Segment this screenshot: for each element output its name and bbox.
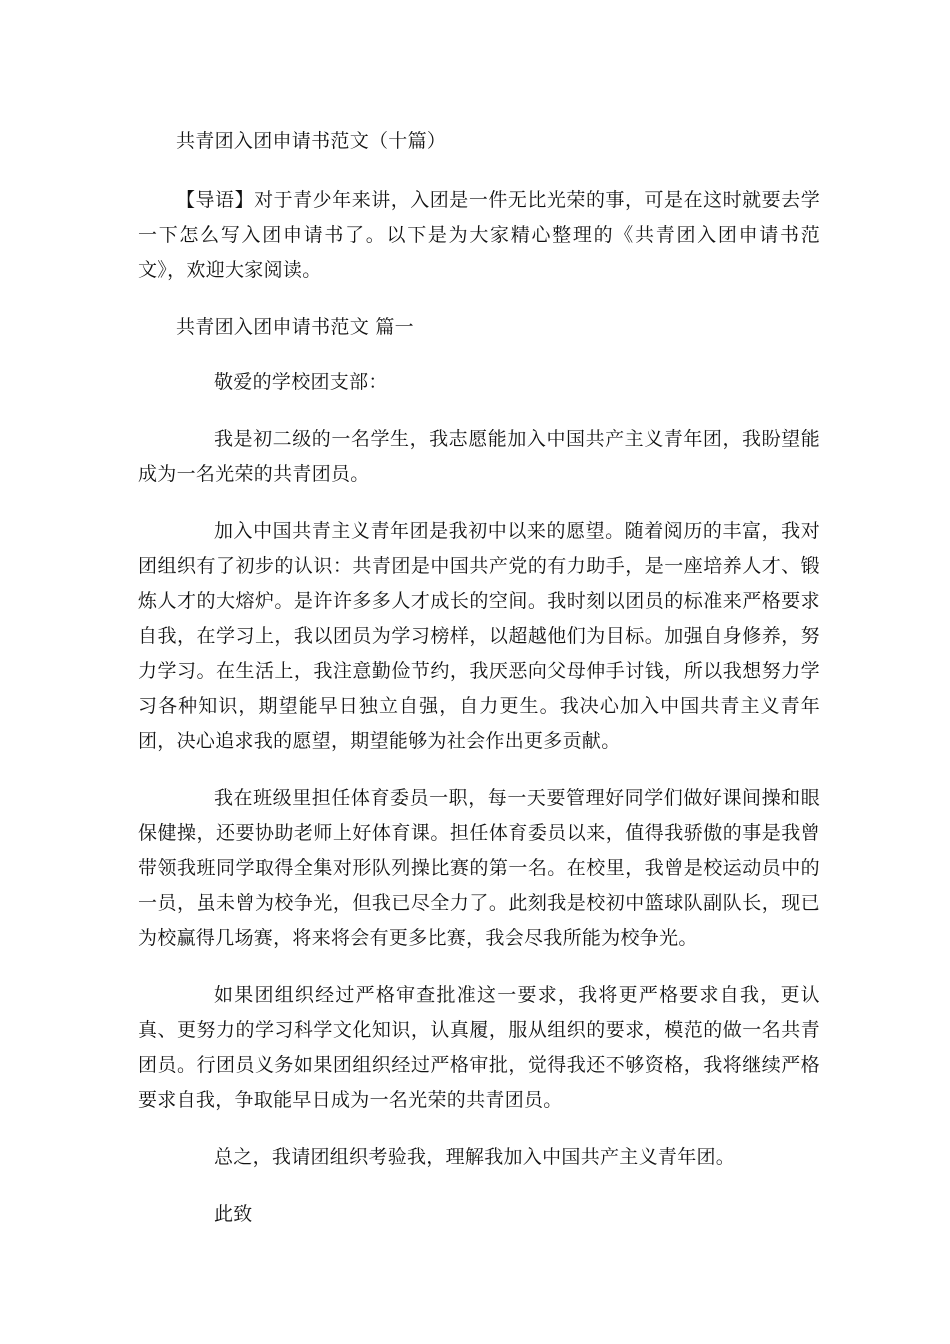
body-paragraph-1: 我是初二级的一名学生，我志愿能加入中国共产主义青年团，我盼望能成为一名光荣的共青团员。	[138, 428, 820, 485]
document-page	[138, 124, 820, 1254]
intro-paragraph: 【导语】对于青少年来讲，入团是一件无比光荣的事，可是在这时就要去学一下怎么写入团申请书了。以下是为大家精心整理的《共青团入团申请书范文》，欢迎大家阅读。	[138, 189, 820, 281]
section-heading: 共青团入团申请书范文 篇一	[176, 316, 414, 338]
document-title: 共青团入团申请书范文（十篇）	[176, 130, 447, 152]
body-paragraph-5: 总之，我请团组织考验我，理解我加入中国共产主义青年团。	[214, 1146, 736, 1168]
body-paragraph-4: 如果团组织经过严格审查批准这一要求，我将更严格要求自我，更认真、更努力的学习科学文化知识，认真履，服从组织的要求，模范的做一名共青团员。行团员义务如果团组织经过严格审批，觉得我还不够资格，我将继续严格要求自我，争取能早日成为一名光荣的共青团员。	[138, 984, 820, 1111]
closing-salute: 此致	[214, 1203, 253, 1225]
salutation: 敬爱的学校团支部：	[214, 371, 388, 393]
body-paragraph-3: 我在班级里担任体育委员一职，每一天要管理好同学们做好课间操和眼保健操，还要协助老师上好体育课。担任体育委员以来，值得我骄傲的事是我曾带领我班同学取得全集对形队列操比赛的第一名。在校里，我曾是校运动员中的一员，虽未曾为校争光，但我已尽全力了。此刻我是校初中篮球队副队长，现已为校赢得几场赛，将来将会有更多比赛，我会尽我所能为校争光。	[138, 787, 820, 949]
body-paragraph-2: 加入中国共青主义青年团是我初中以来的愿望。随着阅历的丰富，我对团组织有了初步的认识：共青团是中国共产党的有力助手，是一座培养人才、锻炼人才的大熔炉。是许许多多人才成长的空间。我时刻以团员的标准来严格要求自我，在学习上，我以团员为学习榜样，以超越他们为目标。加强自身修养，努力学习。在生活上，我注意勤俭节约，我厌恶向父母伸手讨钱，所以我想努力学习各种知识，期望能早日独立自强，自力更生。我决心加入中国共青主义青年团，决心追求我的愿望，期望能够为社会作出更多贡献。	[138, 520, 820, 752]
